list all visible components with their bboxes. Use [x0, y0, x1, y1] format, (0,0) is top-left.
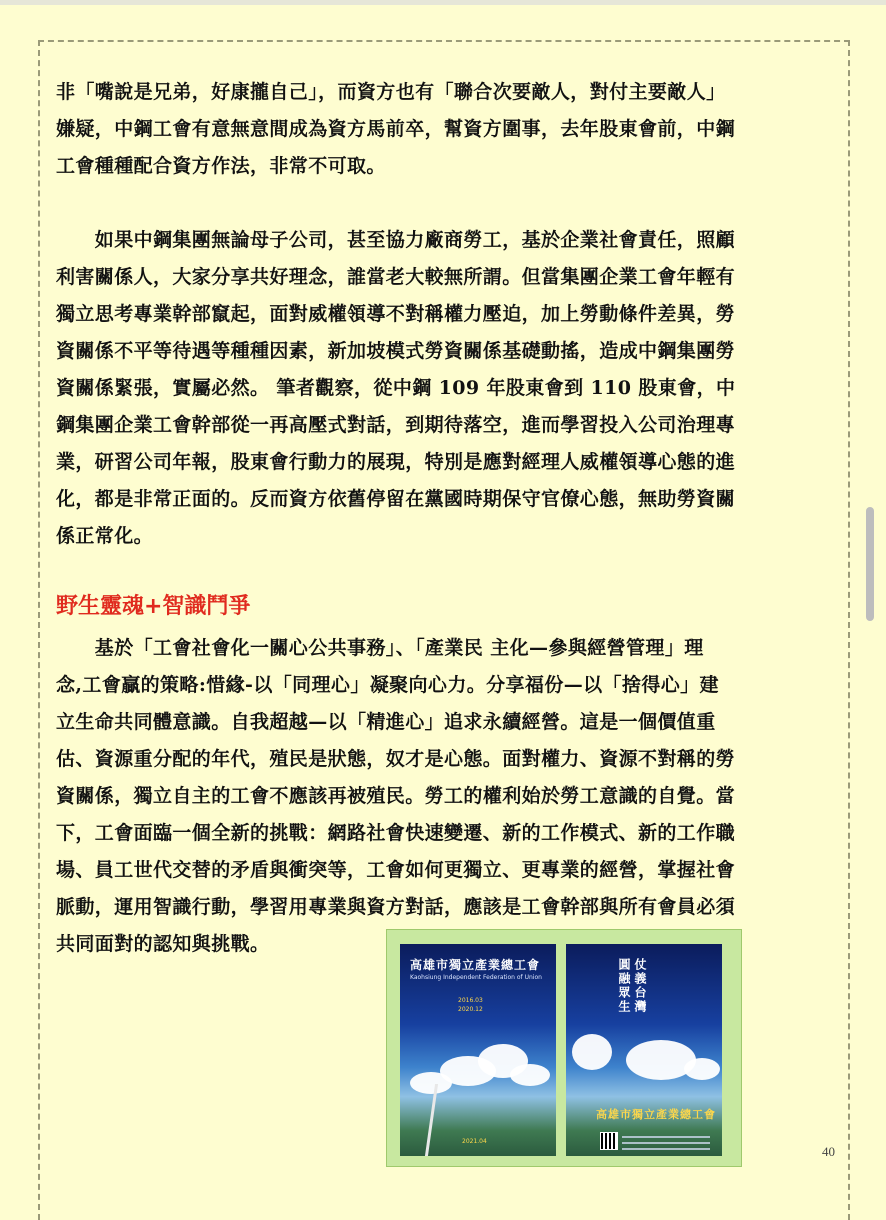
cover-date: 2020.12: [458, 1006, 483, 1013]
paragraph-3: [56, 630, 840, 963]
fine-print: [622, 1136, 710, 1138]
qr-code-icon: [600, 1132, 618, 1150]
text-line: 估、資源重分配的年代，殖民是狀態，奴才是心態。面對權力、資源不對稱的勞: [56, 748, 736, 770]
text-line: 獨立思考專業幹部竄起，面對威權領導不對稱權力壓迫，加上勞動條件差異，勞: [56, 303, 736, 325]
text-line: 場、員工世代交替的矛盾與衝突等，工會如何更獨立、更專業的經營，掌握社會: [56, 859, 736, 881]
text-line: 係正常化。: [56, 525, 154, 547]
text-line: 立生命共同體意識。自我超越—以「精進心」追求永續經營。這是一個價值重: [56, 711, 716, 733]
text-line: 資關係不平等待遇等種種因素，新加坡模式勞資關係基礎動搖，造成中鋼集團勞: [56, 340, 736, 362]
bridge-shape: [425, 1084, 478, 1156]
text-line: 嫌疑，中鋼工會有意無意間成為資方馬前卒，幫資方圍事，去年股東會前，中鋼: [56, 118, 736, 140]
cover-date: 2016.03: [458, 997, 483, 1004]
text-line: 共同面對的認知與挑戰。: [56, 933, 270, 955]
back-cover: [400, 944, 556, 1156]
cover-title: 高雄市獨立產業總工會: [410, 958, 541, 972]
cover-logo-text: 高雄市獨立產業總工會: [596, 1108, 716, 1121]
fine-print: [622, 1148, 710, 1150]
cloud-shape: [684, 1058, 720, 1080]
text-line: 下，工會面臨一個全新的挑戰：網路社會快速變遷、新的工作模式、新的工作職: [56, 822, 736, 844]
paragraph-1: [56, 74, 840, 185]
text-line: 工會種種配合資方作法，非常不可取。: [56, 155, 386, 177]
text-line: 業，研習公司年報，股東會行動力的展現，特別是應對經理人威權領導心態的進: [56, 451, 736, 473]
paragraph-2: [56, 222, 840, 555]
cloud-shape: [572, 1034, 612, 1070]
text-line: 化，都是非常正面的。反而資方依舊停留在黨國時期保守官僚心態，無助勞資關: [56, 488, 736, 510]
cover-footer: 2021.04: [462, 1138, 487, 1145]
text-line: 利害關係人，大家分享共好理念，誰當老大較無所謂。但當集團企業工會年輕有: [56, 266, 736, 288]
text-line: 資關係，獨立自主的工會不應該再被殖民。勞工的權利始於勞工意識的自覺。當: [56, 785, 736, 807]
page-number: 40: [822, 1144, 835, 1159]
text-line: 資關係緊張，實屬必然。 筆者觀察，從中鋼 109 年股東會到 110 股東會，中: [56, 377, 736, 399]
front-cover: [566, 944, 722, 1156]
cover-vertical-title: 仗義台灣 圓融眾生: [617, 958, 647, 1014]
top-bar: [0, 0, 886, 5]
cover-dates: [458, 996, 500, 1022]
cloud-shape: [510, 1064, 550, 1086]
text-line: 脈動，運用智識行動，學習用專業與資方對話，應該是工會幹部與所有會員必須: [56, 896, 736, 918]
text-line: 基於「工會社會化一關心公共事務」、「產業民 主化—參與經營管理」理: [56, 637, 704, 659]
text-line: 念,工會贏的策略:惜緣-以「同理心」凝聚向心力。分享福份—以「捨得心」建: [56, 674, 719, 696]
section-heading: 野生靈魂+智識鬥爭: [56, 594, 251, 619]
scrollbar-thumb[interactable]: [866, 507, 874, 621]
magazine-cover-image: [386, 929, 742, 1167]
fine-print: [622, 1142, 710, 1144]
text-line: 非「嘴說是兄弟，好康攏自己」，而資方也有「聯合次要敵人，對付主要敵人」: [56, 81, 726, 103]
cover-subtitle: Kaohsiung Independent Federation of Union: [410, 974, 542, 981]
text-line: 鋼集團企業工會幹部從一再高壓式對話，到期待落空，進而學習投入公司治理專: [56, 414, 736, 436]
text-line: 如果中鋼集團無論母子公司，甚至協力廠商勞工，基於企業社會責任，照顧: [56, 229, 736, 251]
